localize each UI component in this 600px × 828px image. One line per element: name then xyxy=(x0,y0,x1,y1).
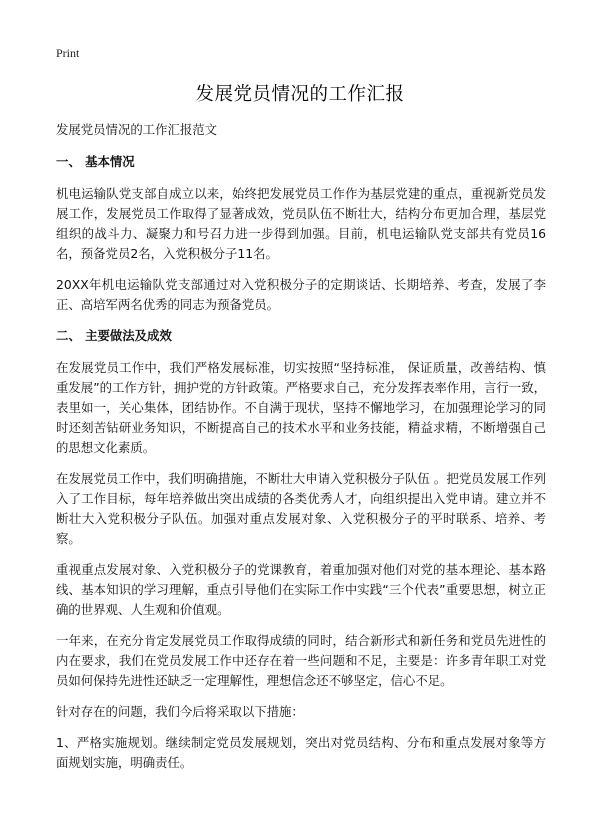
paragraph: 机电运输队党支部自成立以来，始终把发展党员工作作为基层党建的重点，重视新党员发展工作，发展党员工作取得了显著成效，党员队伍不断壮大，结构分布更加合理，基层党组织的战斗力、凝聚力和号召力进一步得到加强。目前，机电运输队党支部共有党员16名，预备党员2名，入党积极分子11名。 xyxy=(56,186,546,261)
paragraph: 针对存在的问题，我们今后将采取以下措施： xyxy=(56,704,304,719)
paragraph: 在发展党员工作中，我们严格发展标准，切实按照“坚持标准， 保证质量，改善结构、慎重发展”的工作方针，拥护党的方针政策。严格要求自己，充分发挥表率作用，言行一致，表里如一，关心集体，团结协作。不自满于现状，坚持不懈地学习，在加强理论学习的同时还刻苦钻研业务知识，不断提高自己的技术水平和业务技能，精益求精，不断增强自己的思想文化素质。 xyxy=(56,360,546,455)
paragraph: 在发展党员工作中，我们明确措施，不断壮大申请入党积极分子队伍 。把党员发展工作列入了工作目标，每年培养做出突出成绩的各类优秀人才，向组织提出入党申请。建立并不断壮大入党积极分子队伍。加强对重点发展对象、入党积极分子的平时联系、培养、考察。 xyxy=(56,471,546,546)
paragraph: 1、严格实施规划。继续制定党员发展规划，突出对党员结构、分布和重点发展对象等方面规划实施，明确责任。 xyxy=(56,735,546,770)
section-heading-main-practices: 二、 主要做法及成效 xyxy=(56,328,172,343)
paragraph: 重视重点发展对象、入党积极分子的党课教育，着重加强对他们对党的基本理论、基本路线、基本知识的学习理解，重点引导他们在实际工作中实践“三个代表”重要思想，树立正确的世界观、人生观和价值观。 xyxy=(56,562,546,617)
document-body xyxy=(56,120,546,784)
section-heading-basic-situation: 一、 基本情况 xyxy=(56,154,135,169)
paragraph: 一年来，在充分肯定发展党员工作取得成绩的同时，结合新形式和新任务和党员先进性的内在要求，我们在党员发展工作中还存在着一些问题和不足，主要是：许多青年职工对党员如何保持先进性还缺乏一定理解性，理想信念还不够坚定，信心不足。 xyxy=(56,633,546,688)
document-title: 发展党员情况的工作汇报 xyxy=(195,84,405,105)
document-subtitle: 发展党员情况的工作汇报范文 xyxy=(56,122,218,137)
paragraph: 20XX年机电运输队党支部通过对入党积极分子的定期谈话、长期培养、考查，发展了李正、高培军两名优秀的同志为预备党员。 xyxy=(56,277,546,312)
print-label: Print xyxy=(56,46,80,60)
